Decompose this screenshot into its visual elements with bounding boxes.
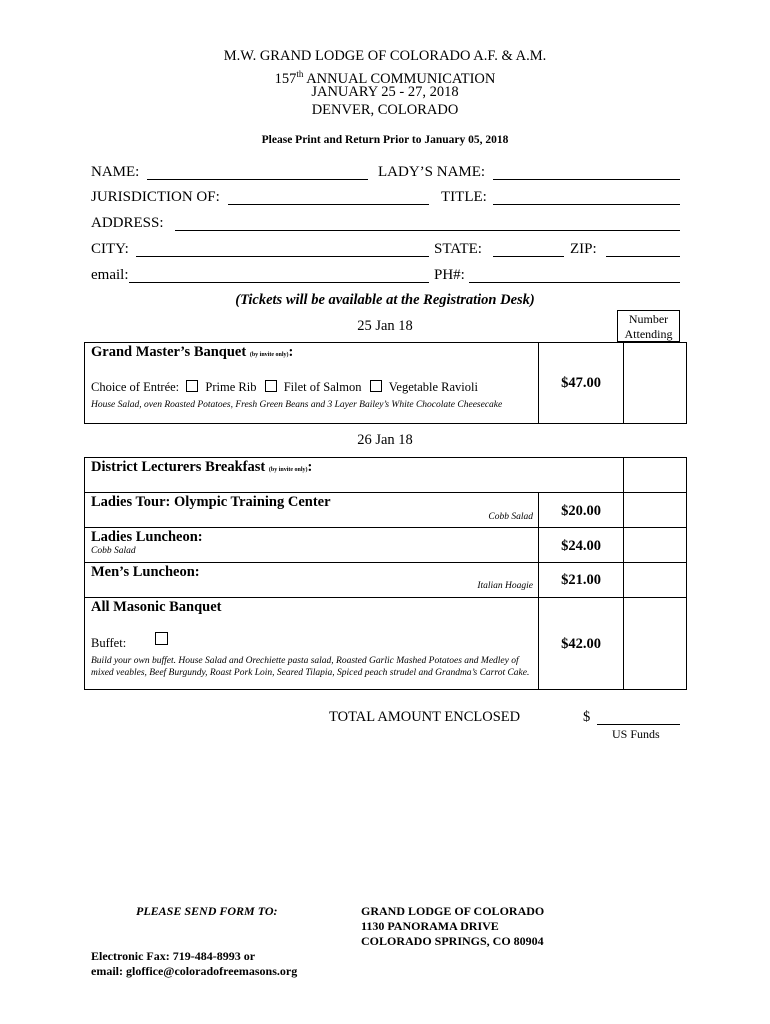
title-line-3: JANUARY 25 - 27, 2018 [311,84,459,100]
state-field[interactable] [493,256,564,257]
banquet-invite-note: (by invite only) [249,352,289,358]
return-instruction: Please Print and Return Prior to January 05, 2018 [261,134,509,146]
ladies-luncheon-price: $24.00 [561,538,601,554]
masonic-banquet-attending-cell[interactable] [624,598,686,689]
entree-label: Choice of Entrée: [91,380,180,394]
ordinal-suffix: th [296,69,304,79]
banquet-price: $47.00 [561,375,601,391]
city-field[interactable] [136,256,429,257]
mens-luncheon-attending-cell[interactable] [624,563,686,596]
address-line-3: COLORADO SPRINGS, CO 80904 [361,934,544,948]
email-label: email: [91,267,129,283]
row-divider-2 [84,527,687,528]
breakfast-title-text: District Lecturers Breakfast [91,459,266,475]
title-label: TITLE: [441,189,487,205]
tickets-note: (Tickets will be available at the Registration Desk) [235,292,535,308]
ladys-name-field[interactable] [493,179,680,180]
address-field[interactable] [175,230,680,231]
city-label: CITY: [91,241,129,257]
jurisdiction-label: JURISDICTION OF: [91,189,220,205]
name-label: NAME: [91,164,140,180]
masonic-banquet-price: $42.00 [561,636,601,652]
mens-luncheon-price: $21.00 [561,572,601,588]
row-divider-1 [84,492,687,493]
prime-rib-checkbox[interactable] [186,380,198,392]
salmon-checkbox[interactable] [265,380,277,392]
breakfast-attending-cell[interactable] [624,458,686,491]
row-divider-3 [84,562,687,563]
number-attending-header: Number Attending [617,310,680,342]
address-line-2: 1130 PANORAMA DRIVE [361,919,499,933]
masonic-banquet-menu: Build your own buffet. House Salad and Orechiette pasta salad, Roasted Garlic Mashed Potatoes and Medley of mixed veables, Beef Burgundy, Roast Pork Loin, Seared Tilapia, Spiced peach strudel and Grandma’s Carrot Cake. [91,656,530,678]
title-line-1: M.W. GRAND LODGE OF COLORADO A.F. & A.M. [223,48,547,64]
dollar-sign: $ [583,709,591,725]
tour-price: $20.00 [561,503,601,519]
total-amount-field[interactable] [597,724,680,725]
email-line: email: gloffice@coloradofreemasons.org [91,964,298,978]
zip-label: ZIP: [570,241,597,257]
address-line-1: GRAND LODGE OF COLORADO [361,904,545,918]
total-label: TOTAL AMOUNT ENCLOSED [329,709,521,725]
us-funds-label: US Funds [612,727,660,741]
name-field[interactable] [147,179,368,180]
ladies-luncheon-note: Cobb Salad [91,546,136,556]
day1-date: 25 Jan 18 [357,318,413,334]
mailing-address [361,904,544,949]
ladys-name-label: LADY’S NAME: [378,164,486,180]
tour-title: Ladies Tour: Olympic Training Center [91,494,331,510]
title-line-4: DENVER, COLORADO [311,102,459,118]
address-label: ADDRESS: [91,215,164,231]
ladies-luncheon-title: Ladies Luncheon: [91,529,203,545]
ravioli-label: Vegetable Ravioli [388,380,478,394]
prime-rib-label: Prime Rib [205,380,257,394]
banquet-menu: House Salad, oven Roasted Potatoes, Fresh Green Beans and 3 Layer Bailey’s White Chocolate Cheesecake [91,400,503,410]
day2-date: 26 Jan 18 [357,432,413,448]
zip-field[interactable] [606,256,680,257]
day2-divider-price [538,492,539,690]
send-form-label: PLEASE SEND FORM TO: [136,904,278,918]
phone-field[interactable] [469,282,680,283]
breakfast-colon: : [307,459,313,475]
salmon-label: Filet of Salmon [283,380,362,394]
buffet-checkbox[interactable] [155,632,168,645]
phone-label: PH#: [434,267,465,283]
row-divider-4 [84,597,687,598]
banquet-attending-cell[interactable] [624,343,686,423]
banquet-title [91,344,293,361]
entree-choice-row [91,380,478,395]
mens-luncheon-title: Men’s Luncheon: [91,564,200,580]
mens-luncheon-note: Italian Hoagie [477,581,533,591]
ladies-luncheon-attending-cell[interactable] [624,528,686,561]
state-label: STATE: [434,241,482,257]
tour-attending-cell[interactable] [624,493,686,526]
email-field[interactable] [129,282,429,283]
masonic-banquet-title: All Masonic Banquet [91,599,222,615]
contact-info [91,949,297,979]
communication-number: 157 [274,70,297,87]
banquet-title-text: Grand Master’s Banquet [91,344,247,360]
communication-label: ANNUAL COMMUNICATION [303,70,496,87]
buffet-label: Buffet: [91,636,127,650]
ravioli-checkbox[interactable] [370,380,382,392]
jurisdiction-field[interactable] [228,204,429,205]
banquet-colon: : [288,344,294,360]
title-field[interactable] [493,204,680,205]
tour-note: Cobb Salad [488,512,533,522]
fax-line: Electronic Fax: 719-484-8993 or [91,949,256,963]
breakfast-invite-note: (by invite only) [268,467,308,473]
breakfast-title [91,459,312,476]
